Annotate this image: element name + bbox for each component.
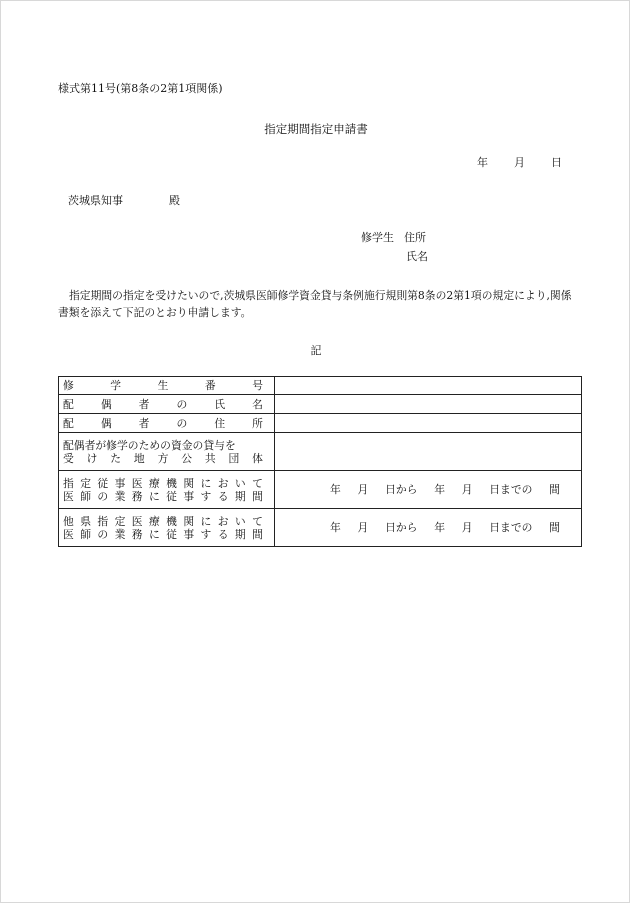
label-char: け — [86, 451, 98, 465]
designated-period-label — [59, 471, 275, 509]
label-char: 月 — [461, 521, 473, 534]
label-char: 日までの — [489, 521, 533, 534]
label-char: 号 — [252, 379, 263, 392]
table-row-student-number — [59, 377, 582, 395]
label-char: に — [200, 514, 212, 528]
spread-label — [330, 521, 560, 534]
label-char: 事 — [183, 489, 195, 503]
lending-body-label — [59, 433, 275, 471]
label-char: 機 — [166, 476, 177, 490]
label-char: す — [200, 489, 212, 503]
label-char: 年 — [434, 483, 445, 496]
date-line — [477, 156, 562, 170]
label-char: 名 — [252, 397, 263, 411]
label-char: 月 — [357, 521, 369, 534]
label-char: 受 — [63, 451, 74, 465]
application-table — [58, 376, 582, 547]
label-char: 学 — [110, 379, 122, 392]
spread-label — [63, 452, 263, 465]
spread-label — [63, 515, 263, 528]
spread-label — [63, 379, 263, 392]
label-char: の — [176, 397, 188, 411]
label-char: 氏 — [214, 397, 226, 411]
lending-body-label-line1: 配偶者が修学のための資金の貸与を — [63, 438, 236, 452]
lending-body-value[interactable] — [275, 433, 582, 471]
label-char: に — [148, 489, 160, 503]
label-char: 定 — [80, 476, 91, 490]
label-char: に — [148, 527, 160, 541]
label-char: 定 — [114, 514, 126, 528]
spouse-name-label — [59, 395, 275, 414]
label-char: い — [234, 514, 246, 528]
label-char: す — [200, 527, 212, 541]
label-char: 療 — [148, 476, 160, 490]
label-char: 業 — [114, 489, 126, 503]
table-row-spouse-name — [59, 395, 582, 414]
label-char: 医 — [131, 514, 143, 528]
label-char: 生 — [157, 379, 169, 392]
label-char: 年 — [330, 483, 341, 496]
label-char: 公 — [181, 451, 192, 465]
table-row-other-prefecture-period — [59, 509, 582, 547]
label-char: 地 — [133, 451, 145, 465]
student-number-value[interactable] — [275, 377, 582, 395]
spread-label — [63, 398, 263, 411]
label-char: 月 — [357, 483, 369, 496]
spread-label — [63, 528, 263, 541]
label-char: 師 — [80, 489, 91, 503]
label-char: 配 — [63, 397, 74, 411]
date-month-label: 月 — [514, 156, 525, 169]
label-char: 指 — [63, 476, 74, 490]
label-char: 県 — [80, 514, 91, 528]
label-char: 療 — [148, 514, 160, 528]
label-char: 日から — [385, 521, 418, 534]
label-char: に — [200, 476, 212, 490]
spouse-address-value[interactable] — [275, 414, 582, 433]
label-char: 団 — [228, 451, 240, 465]
label-char: 者 — [138, 416, 150, 430]
label-char: 住 — [214, 416, 226, 430]
label-char: 間 — [549, 483, 560, 496]
label-char: 間 — [252, 527, 263, 541]
label-char: の — [97, 489, 109, 503]
addressee-line — [68, 194, 180, 208]
label-char: 業 — [114, 527, 126, 541]
label-char: 偶 — [100, 397, 112, 411]
label-char: 日までの — [489, 483, 533, 496]
date-day-label: 日 — [551, 156, 562, 169]
label-char: 師 — [80, 527, 91, 541]
spread-label — [63, 477, 263, 490]
label-char: 務 — [131, 527, 143, 541]
label-char: 従 — [97, 476, 109, 490]
label-char: 間 — [252, 489, 263, 503]
label-char: 者 — [138, 397, 150, 411]
document-title: 指定期間指定申請書 — [264, 122, 368, 136]
body-text: 指定期間の指定を受けたいので,茨城県医師修学資金貸与条例施行規則第8条の2第1項の規定により,関係書類を添えて下記のとおり申請します。 — [58, 289, 572, 319]
label-char: 方 — [157, 451, 169, 465]
label-char: 事 — [183, 527, 195, 541]
spouse-address-label — [59, 414, 275, 433]
other-prefecture-period-label — [59, 509, 275, 547]
label-char: 体 — [252, 451, 263, 465]
table-row-lending-body — [59, 433, 582, 471]
label-char: お — [217, 476, 229, 490]
label-char: 医 — [131, 476, 143, 490]
label-char: 番 — [204, 379, 216, 392]
table-row-designated-period — [59, 471, 582, 509]
applicant-label: 修学生 — [361, 231, 394, 244]
label-char: て — [252, 514, 263, 528]
designated-period-value[interactable] — [275, 471, 582, 509]
label-char: 関 — [183, 476, 195, 490]
spread-label — [63, 417, 263, 430]
label-char: 機 — [166, 514, 177, 528]
label-char: 関 — [183, 514, 195, 528]
date-year-label: 年 — [477, 156, 488, 169]
label-char: 他 — [63, 514, 74, 528]
label-char: お — [217, 514, 229, 528]
label-char: 従 — [166, 489, 177, 503]
label-char: る — [217, 527, 229, 541]
label-char: い — [234, 476, 246, 490]
label-char: 月 — [461, 483, 473, 496]
label-char: 務 — [131, 489, 143, 503]
label-char: 修 — [63, 379, 74, 392]
addressee-honorific: 殿 — [169, 194, 180, 207]
addressee-name: 茨城県知事 — [68, 194, 123, 207]
form-number: 様式第11号(第8条の2第1項関係) — [58, 82, 223, 95]
label-char: の — [176, 416, 188, 430]
student-number-label — [59, 377, 275, 395]
label-char: 年 — [330, 521, 341, 534]
applicant-address-line — [361, 231, 426, 245]
label-char: 医 — [63, 489, 74, 503]
label-char: の — [97, 527, 109, 541]
label-char: て — [252, 476, 263, 490]
label-char: 偶 — [100, 416, 112, 430]
label-char: 期 — [234, 527, 246, 541]
label-char: 指 — [97, 514, 109, 528]
label-char: た — [110, 451, 122, 465]
applicant-name-label: 氏名 — [406, 250, 428, 263]
spread-label — [330, 483, 560, 496]
label-char: 間 — [549, 521, 560, 534]
label-char: 事 — [114, 476, 126, 490]
spouse-name-value[interactable] — [275, 395, 582, 414]
label-char: る — [217, 489, 229, 503]
spread-label — [63, 490, 263, 503]
ki-heading: 記 — [310, 344, 322, 357]
label-char: 配 — [63, 416, 74, 430]
applicant-address-label: 住所 — [404, 231, 426, 244]
label-char: 期 — [234, 489, 246, 503]
label-char: 所 — [252, 416, 263, 430]
label-char: 日から — [385, 483, 418, 496]
table-row-spouse-address — [59, 414, 582, 433]
label-char: 従 — [166, 527, 177, 541]
other-prefecture-period-value[interactable] — [275, 509, 582, 547]
label-char: 共 — [204, 451, 216, 465]
label-char: 医 — [63, 527, 74, 541]
label-char: 年 — [434, 521, 445, 534]
